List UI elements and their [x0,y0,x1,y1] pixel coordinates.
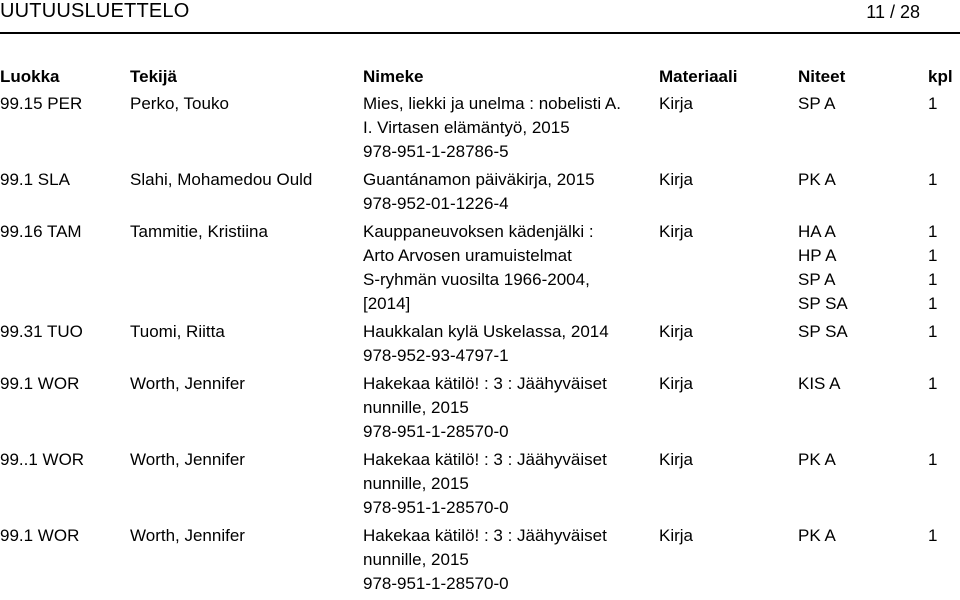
column-header-kpl: kpl [928,67,953,86]
cell-kpl: 1 [928,526,938,545]
cell-luokka: 99.16 TAM [0,222,82,241]
cell-niteet: PK A [798,170,836,189]
cell-tekija: Worth, Jennifer [130,526,245,545]
cell-niteet: PK A [798,526,836,545]
cell-nimeke: Guantánamon päiväkirja, 2015 978-952-01-1226-4 [363,170,595,213]
cell-nimeke: Mies, liekki ja unelma : nobelisti A. I. Virtasen elämäntyö, 2015 978-951-1-28786-5 [363,94,621,161]
cell-materiaali: Kirja [659,374,694,393]
cell-tekija: Worth, Jennifer [130,374,245,393]
cell-materiaali: Kirja [659,94,694,113]
table-row [0,220,960,320]
cell-kpl: 1 1 1 1 [928,222,938,313]
cell-nimeke: Kauppaneuvoksen kädenjälki : Arto Arvosen uramuistelmat S-ryhmän vuosilta 1966-2004, [2014] [363,222,594,313]
cell-tekija: Slahi, Mohamedou Ould [130,170,313,189]
cell-luokka: 99.1 WOR [0,374,80,393]
cell-luokka: 99.1 WOR [0,526,80,545]
cell-nimeke: Haukkalan kylä Uskelassa, 2014 978-952-93-4797-1 [363,322,609,365]
cell-tekija: Worth, Jennifer [130,450,245,469]
cell-kpl: 1 [928,374,938,393]
cell-materiaali: Kirja [659,322,694,341]
cell-luokka: 99..1 WOR [0,450,85,469]
cell-kpl: 1 [928,170,938,189]
column-header-materiaali: Materiaali [659,67,738,86]
table-row [0,168,960,220]
cell-tekija: Tammitie, Kristiina [130,222,268,241]
table-row [0,372,960,448]
document-title: UUTUUSLUETTELO [0,0,190,22]
cell-tekija: Perko, Touko [130,94,229,113]
cell-materiaali: Kirja [659,222,694,241]
header-rule [0,32,960,34]
cell-luokka: 99.15 PER [0,94,83,113]
column-header-tekija: Tekijä [130,67,177,86]
cell-kpl: 1 [928,94,938,113]
cell-materiaali: Kirja [659,526,694,545]
cell-niteet: KIS A [798,374,841,393]
cell-niteet: HA A HP A SP A SP SA [798,222,848,313]
cell-nimeke: Hakekaa kätilö! : 3 : Jäähyväiset nunnille, 2015 978-951-1-28570-0 [363,374,607,441]
cell-kpl: 1 [928,450,938,469]
cell-luokka: 99.1 SLA [0,170,70,189]
cell-materiaali: Kirja [659,170,694,189]
cell-niteet: SP A [798,94,836,113]
page-number: 11 / 28 [866,2,920,22]
column-header-nimeke: Nimeke [363,67,424,86]
cell-tekija: Tuomi, Riitta [130,322,225,341]
catalog-table [0,92,960,600]
table-row [0,92,960,168]
cell-nimeke: Hakekaa kätilö! : 3 : Jäähyväiset nunnille, 2015 978-951-1-28570-0 [363,450,607,517]
cell-kpl: 1 [928,322,938,341]
cell-nimeke: Hakekaa kätilö! : 3 : Jäähyväiset nunnille, 2015 978-951-1-28570-0 [363,526,607,593]
cell-materiaali: Kirja [659,450,694,469]
column-header-luokka: Luokka [0,67,60,86]
column-header-niteet: Niteet [798,67,846,86]
table-row [0,320,960,372]
cell-luokka: 99.31 TUO [0,322,83,341]
cell-niteet: SP SA [798,322,848,341]
table-row [0,448,960,524]
cell-niteet: PK A [798,450,836,469]
table-row [0,524,960,600]
